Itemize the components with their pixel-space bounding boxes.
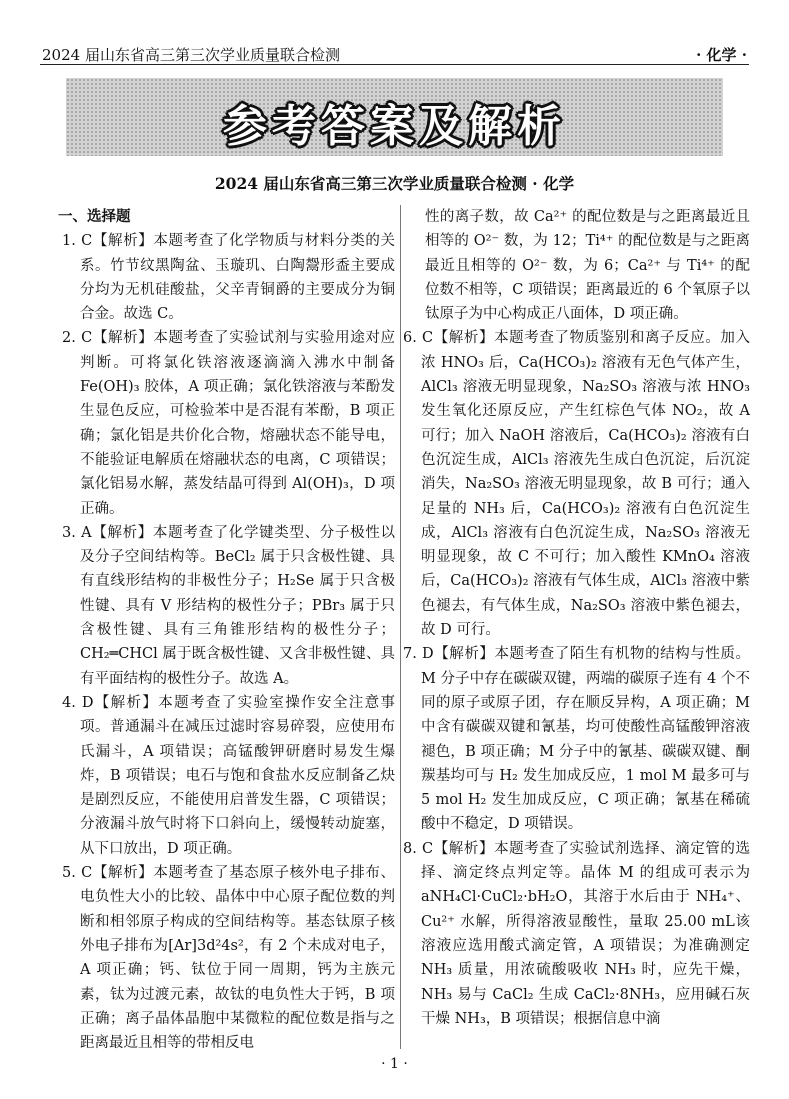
- header-subject: · 化学 ·: [696, 46, 747, 64]
- answer-item: 4. D【解析】本题考查了实验室操作安全注意事项。普通漏斗在减压过滤时容易碎裂，应使用布氏漏斗，A 项错误；高锰酸钾研磨时易发生爆炸，B 项错误；电石与饱和食盐水反应制备乙炔是剧烈反应，不能使用启普发生器，C 项错误；分液漏斗放气时将下口斜向上，缓慢转动旋塞，从下口放出，D 项正确。: [62, 694, 395, 857]
- answer-item: 3. A【解析】本题考查了化学键类型、分子极性以及分子空间结构等。BeCl₂ 属于只含极性键、具有直线形结构的非极性分子；H₂Se 属于只含极性键、具有 V 形结构的极性分子；PBr₃ 属于只含极性键、具有三角锥形结构的极性分子；CH₂═CHCl 属于既含极性键、又含非极性键、具有平面结构的极性分子。故选 A。: [62, 524, 395, 687]
- answer-item: 8. C【解析】本题考查了实验试剂选择、滴定管的选择、滴定终点判定等。晶体 M 的组成可表示为 aNH₄Cl·CuCl₂·bH₂O，其溶于水后由于 NH₄⁺、Cu²⁺ 水解，所得溶液显酸性，量取 25.00 mL该溶液应选用酸式滴定管，A 项错误；为准确测定 NH₃ 质量，用浓硫酸吸收 NH₃ 时，应先干燥，NH₃ 易与 CaCl₂ 生成 CaCl₂·8NH₃，应用碱石灰干燥 NH₃，B 项错误；根据信息中滴: [403, 840, 750, 1027]
- answer-item: 5. C【解析】本题考查了基态原子核外电子排布、电负性大小的比较、晶体中中心原子配位数的判断和相邻原子构成的空间结构等。基态钛原子核外电子排布为[Ar]3d²4s²，有 2 个未成对电子，A 项正确；钙、钛位于同一周期，钙为主族元素，钛为过渡元素，故钛的电负性大于钙，B 项正确；离子晶体晶胞中某微粒的配位数是指与之距离最近且相等的带相反电: [62, 865, 395, 1052]
- page-number: · 1 ·: [381, 1056, 408, 1072]
- section-heading: 一、选择题: [58, 208, 131, 225]
- left-column: [58, 205, 395, 1055]
- answer-item: 7. D【解析】本题考查了陌生有机物的结构与性质。M 分子中存在碳碳双键，两端的碳原子连有 4 个不同的原子或原子团，存在顺反异构，A 项正确；M 中含有碳碳双键和氰基，均可使酸性高锰酸钾溶液褪色，B 项正确；M 分子中的氰基、碳碳双键、酮羰基均可与 H₂ 发生加成反应，1 mol M 最多可与 5 mol H₂ 发生加成反应，C 项正确；氰基在稀硫酸中不稳定，D 项错误。: [403, 646, 750, 833]
- banner-title: 参考答案及解析: [223, 101, 566, 152]
- header-exam-title: 2024 届山东省高三第三次学业质量联合检测: [42, 46, 340, 64]
- answer-item: 6. C【解析】本题考查了物质鉴别和离子反应。加入浓 HNO₃ 后，Ca(HCO₃)₂ 溶液有无色气体产生，AlCl₃ 溶液无明显现象，Na₂SO₃ 溶液与浓 HNO₃ 发生氧化还原反应，产生红棕色气体 NO₂，故 A 可行；加入 NaOH 溶液后，Ca(HCO₃)₂ 溶液有白色沉淀生成，AlCl₃ 溶液先生成白色沉淀，后沉淀消失，Na₂SO₃ 溶液无明显现象，故 B 可行；通入足量的 NH₃ 后，Ca(HCO₃)₂ 溶液有白色沉淀生成，AlCl₃ 溶液有白色沉淀生成，Na₂SO₃ 溶液无明显现象，故 C 不可行；加入酸性 KMnO₄ 溶液后，Ca(HCO₃)₂ 溶液有气体生成，AlCl₃ 溶液中紫色褪去，有气体生成，Na₂SO₃ 溶液中紫色褪去，故 D 可行。: [403, 330, 750, 639]
- running-header: [40, 36, 749, 65]
- title-banner: [66, 78, 723, 156]
- document-subtitle: 2024 届山东省高三第三次学业质量联合检测 · 化学: [214, 174, 575, 193]
- answer-item: 2. C【解析】本题考查了实验试剂与实验用途对应判断。可将氯化铁溶液逐滴滴入沸水中制备 Fe(OH)₃ 胶体，A 项正确；氯化铁溶液与苯酚发生显色反应，可检验苯中是否混有苯酚，B 项正确；氯化铝是共价化合物，熔融状态不能导电，不能验证电解质在熔融状态的电离，C 项错误；氯化铝易水解，蒸发结晶可得到 Al(OH)₃，D 项正确。: [62, 330, 395, 517]
- answer-item: 1. C【解析】本题考查了化学物质与材料分类的关系。竹节纹黑陶盆、玉璇玑、白陶鬶形盉主要成分均为无机硅酸盐，父辛青铜爵的主要成分为铜合金。故选 C。: [62, 233, 395, 323]
- right-column: [403, 205, 750, 1031]
- answer-continuation: 性的离子数，故 Ca²⁺ 的配位数是与之距离最近且相等的 O²⁻ 数，为 12；Ti⁴⁺ 的配位数是与之距离最近且相等的 O²⁻ 数，为 6；Ca²⁺ 与 Ti⁴⁺ 的配位数不相等，C 项错误；距离最近的 6 个氧原子以钛原子为中心构成正八面体，D 项正确。: [425, 209, 750, 323]
- column-divider: [400, 205, 401, 1049]
